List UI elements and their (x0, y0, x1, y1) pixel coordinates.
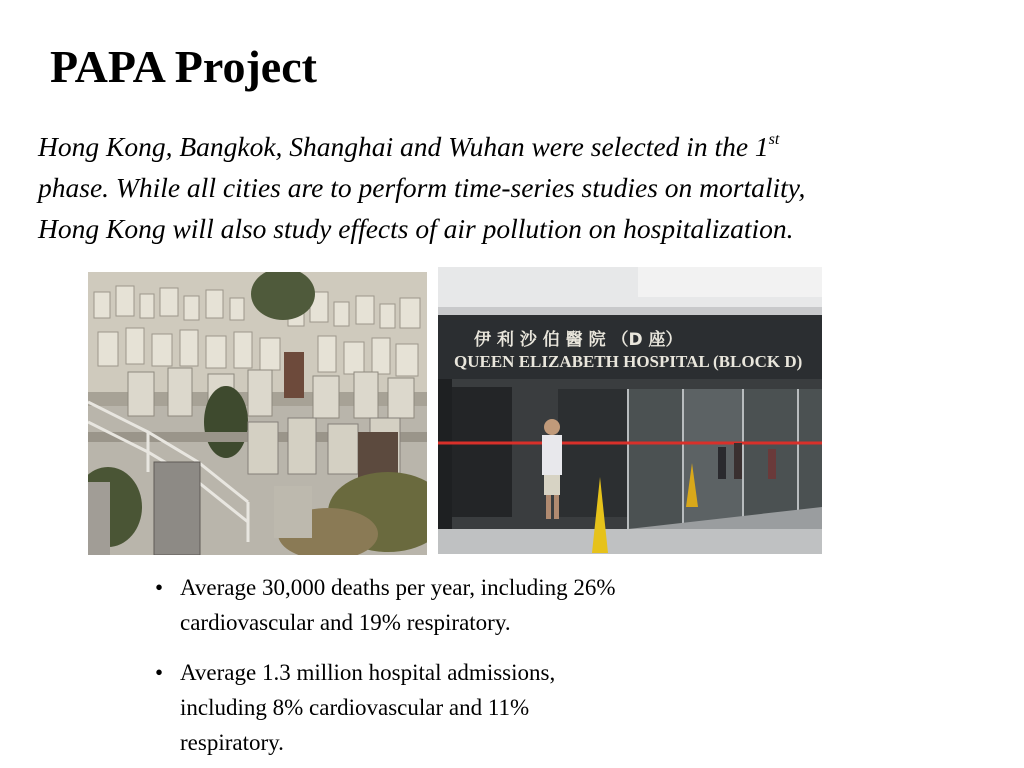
slide-title: PAPA Project (50, 41, 317, 92)
hospital-sign-english: QUEEN ELIZABETH HOSPITAL (BLOCK D) (454, 352, 803, 371)
intro-line-1 (38, 126, 1013, 167)
intro-line-3: Hong Kong will also study effects of air pollution on hospitalization. (38, 213, 794, 244)
bullet-line: respiratory. (180, 730, 284, 755)
intro-line-1-text: Hong Kong, Bangkok, Shanghai and Wuhan were selected in the 1 (38, 131, 769, 162)
cemetery-illustration (88, 272, 427, 555)
hospital-photo (438, 267, 822, 554)
hospital-sign-chinese: 伊 利 沙 伯 醫 院 （D 座） (474, 330, 683, 350)
bullet-line: including 8% cardiovascular and 11% (180, 695, 530, 720)
bullet-line: cardiovascular and 19% respiratory. (180, 610, 511, 635)
intro-line-2: phase. While all cities are to perform time-series studies on mortality, (38, 172, 806, 203)
intro-paragraph (38, 126, 1013, 249)
bullet-marker: • (155, 575, 164, 600)
bullet-marker: • (155, 660, 164, 685)
intro-line-1-superscript: st (768, 130, 780, 148)
bullet-text-admissions (180, 655, 755, 760)
bullet-line: Average 30,000 deaths per year, including 26% (180, 575, 616, 600)
bullet-item-deaths (155, 570, 755, 640)
hospital-illustration (438, 267, 822, 554)
bullet-item-admissions (155, 655, 755, 760)
bullet-list (155, 570, 755, 768)
bullet-line: Average 1.3 million hospital admissions, (180, 660, 556, 685)
bullet-text-deaths (180, 570, 755, 640)
cemetery-photo (88, 272, 427, 555)
